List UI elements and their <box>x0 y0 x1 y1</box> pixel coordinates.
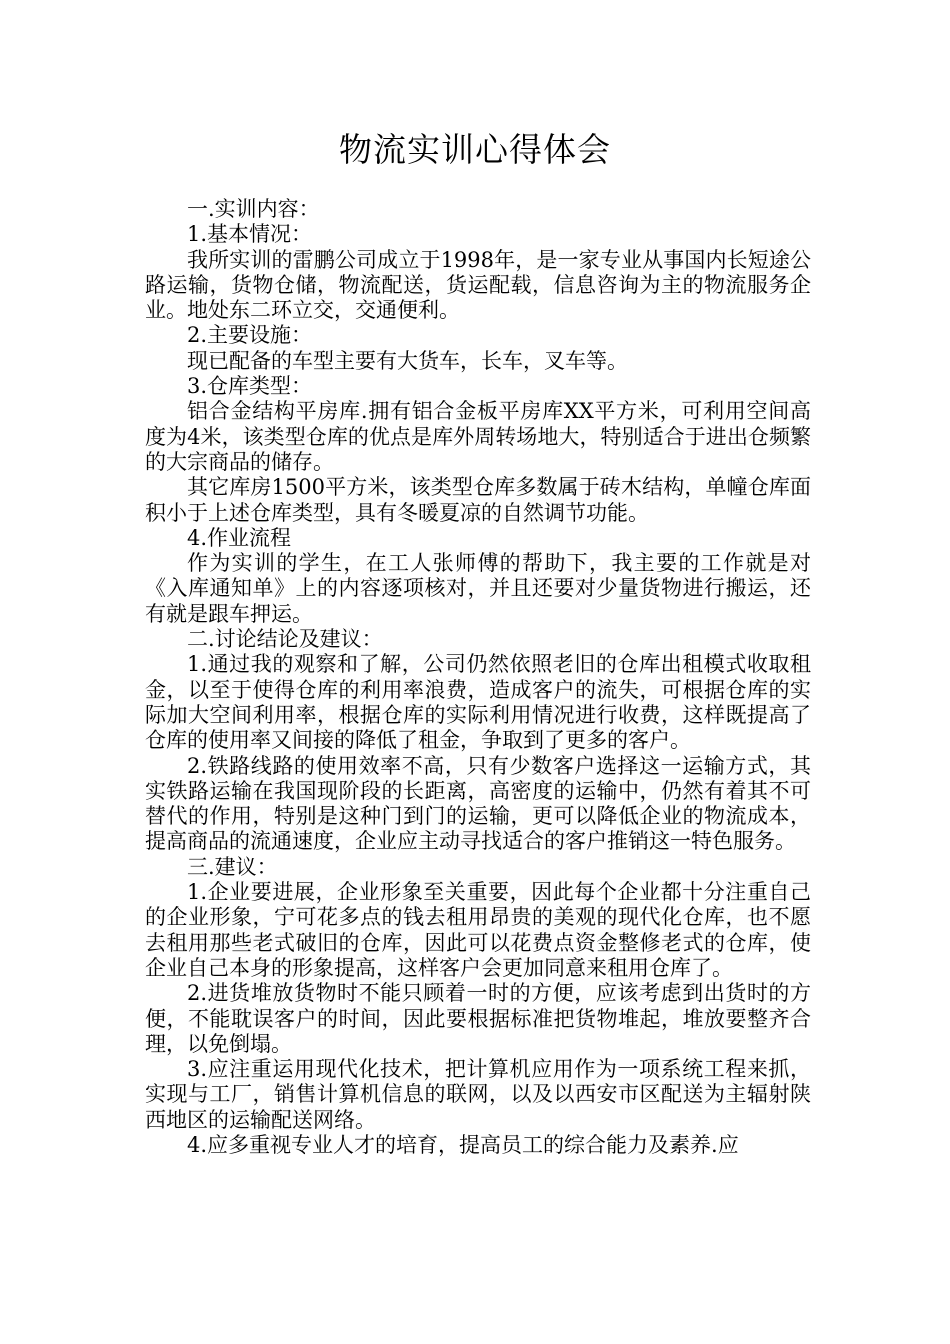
section-heading: 一.实训内容： <box>187 197 320 221</box>
subsection-heading: 3.仓库类型： <box>187 374 313 399</box>
document-title: 物流实训心得体会 <box>339 130 611 169</box>
subsection-heading: 4.作业流程 <box>187 525 292 550</box>
body-paragraph: 铝合金结构平房库.拥有铝合金板平房库XX平方米，可利用空间高度为4米，该类型仓库的优点是库外周转场地大，特别适合于进出仓频繁的大宗商品的储存。 <box>145 399 811 474</box>
subsection-heading: 2.主要设施： <box>187 323 313 348</box>
body-paragraph: 1.通过我的观察和了解，公司仍然依照老旧的仓库出租模式收取租金，以至于使得仓库的利用率浪费，造成客户的流失，可根据仓库的实际加大空间利用率，根据仓库的实际利用情况进行收费，这样既提高了仓库的使用率又间接的降低了租金，争取到了更多的客户。 <box>145 652 811 753</box>
body-paragraph: 我所实训的雷鹏公司成立于1998年，是一家专业从事国内长短途公路运输，货物仓储，物流配送，货运配载，信息咨询为主的物流服务企业。地处东二环立交，交通便利。 <box>145 247 811 323</box>
body-paragraph: 其它库房1500平方米，该类型仓库多数属于砖木结构，单幢仓库面积小于上述仓库类型，具有冬暖夏凉的自然调节功能。 <box>145 475 811 525</box>
body-paragraph: 作为实训的学生，在工人张师傅的帮助下，我主要的工作就是对《入库通知单》上的内容逐项核对，并且还要对少量货物进行搬运，还有就是跟车押运。 <box>145 551 811 626</box>
section-heading: 二.讨论结论及建议： <box>187 627 383 652</box>
body-paragraph: 现已配备的车型主要有大货车，长车，叉车等。 <box>187 348 628 373</box>
body-paragraph: 1.企业要进展，企业形象至关重要，因此每个企业都十分注重自己的企业形象，宁可花多点的钱去租用昂贵的美观的现代化仓库，也不愿去租用那些老式破旧的仓库，因此可以花费点资金整修老式的仓库，使企业自己本身的形象提高，这样客户会更加同意来租用仓库了。 <box>145 880 811 980</box>
body-paragraph: 3.应注重运用现代化技术，把计算机应用作为一项系统工程来抓，实现与工厂，销售计算机信息的联网，以及以西安市区配送为主辐射陕西地区的运输配送网络。 <box>145 1057 811 1132</box>
body-paragraph: 2.铁路线路的使用效率不高，只有少数客户选择这一运输方式，其实铁路运输在我国现阶段的长距离，高密度的运输中，仍然有着其不可替代的作用，特别是这种门到门的运输，更可以降低企业的物流成本，提高商品的流通速度，企业应主动寻找适合的客户推销这一特色服务。 <box>145 753 811 854</box>
body-paragraph: 2.进货堆放货物时不能只顾着一时的方便，应该考虑到出货时的方便，不能耽误客户的时间，因此要根据标准把货物堆起，堆放要整齐合理，以免倒塌。 <box>145 981 811 1056</box>
body-paragraph: 4.应多重视专业人才的培育，提高员工的综合能力及素养.应 <box>187 1132 739 1157</box>
document-body <box>145 197 811 1158</box>
section-heading: 三.建议： <box>187 854 278 879</box>
subsection-heading: 1.基本情况： <box>187 222 313 247</box>
